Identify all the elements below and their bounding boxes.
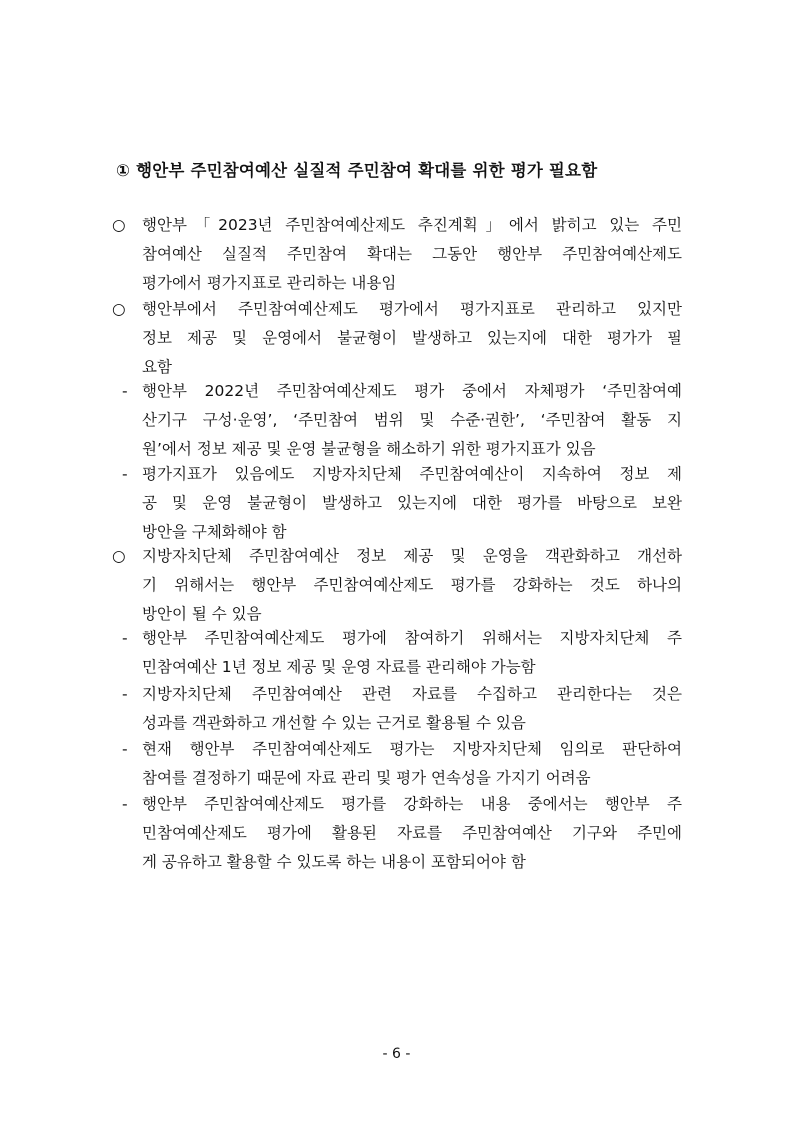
bullet-item: [112, 542, 682, 629]
dash-marker: -: [122, 795, 128, 813]
item-text: 현재 행안부 주민참여예산제도 평가는 지방자치단체 임의로 판단하여: [142, 740, 682, 758]
section-heading: ① 행안부 주민참여예산 실질적 주민참여 확대를 위한 평가 필요함: [116, 161, 598, 180]
sub-item: [112, 460, 682, 547]
item-text: 민참여예산제도 평가에 활용된 자료를 주민참여예산 기구와 주민에: [142, 824, 682, 842]
page-number: - 6 -: [382, 1046, 411, 1062]
sub-item: [112, 735, 682, 793]
item-text: 행안부 주민참여예산제도 평가를 강화하는 내용 중에서는 행안부 주: [142, 795, 682, 813]
item-text: 평가에서 평가지표로 관리하는 내용임: [142, 274, 397, 292]
sub-item: [112, 377, 682, 464]
item-text: 민참여예산 1년 정보 제공 및 운영 자료를 관리해야 가능함: [142, 658, 536, 676]
item-text: 요함: [142, 358, 172, 376]
item-text: 평가지표가 있음에도 지방자치단체 주민참여예산이 지속하여 정보 제: [142, 465, 682, 483]
item-text: 지방자치단체 주민참여예산 관련 자료를 수집하고 관리한다는 것은: [142, 685, 682, 703]
item-text: 방안이 될 수 있음: [142, 605, 262, 623]
item-text: 지방자치단체 주민참여예산 정보 제공 및 운영을 객관화하고 개선하: [142, 547, 682, 565]
item-text: 공 및 운영 불균형이 발생하고 있는지에 대한 평가를 바탕으로 보완: [142, 494, 682, 512]
bullet-item: [112, 295, 682, 382]
dash-marker: -: [122, 685, 128, 703]
item-text: 행안부 주민참여예산제도 평가에 참여하기 위해서는 지방자치단체 주: [142, 629, 682, 647]
circle-bullet-marker: ○: [112, 547, 126, 565]
dash-marker: -: [122, 740, 128, 758]
circle-bullet-marker: ○: [112, 216, 126, 234]
item-text: 성과를 객관화하고 개선할 수 있는 근거로 활용될 수 있음: [142, 714, 526, 732]
item-text: 참여예산 실질적 주민참여 확대는 그동안 행안부 주민참여예산제도: [142, 245, 682, 263]
item-text: 정보 제공 및 운영에서 불균형이 발생하고 있는지에 대한 평가가 필: [142, 329, 682, 347]
dash-marker: -: [122, 629, 128, 647]
item-text: 행안부「2023년 주민참여예산제도 추진계획」에서 밝히고 있는 주민: [142, 216, 682, 234]
item-text: 게 공유하고 활용할 수 있도록 하는 내용이 포함되어야 함: [142, 853, 526, 871]
sub-item: [112, 680, 682, 738]
item-text: 산기구 구성·운영’, ‘주민참여 범위 및 수준·권한’, ‘주민참여 활동 지: [142, 411, 682, 429]
item-text: 방안을 구체화해야 함: [142, 523, 287, 541]
item-text: 행안부에서 주민참여예산제도 평가에서 평가지표로 관리하고 있지만: [142, 300, 682, 318]
dash-marker: -: [122, 382, 128, 400]
item-text: 원’에서 정보 제공 및 운영 불균형을 해소하기 위한 평가지표가 있음: [142, 440, 596, 458]
item-text: 기 위해서는 행안부 주민참여예산제도 평가를 강화하는 것도 하나의: [142, 576, 682, 594]
bullet-item: [112, 211, 682, 298]
item-text: 참여를 결정하기 때문에 자료 관리 및 평가 연속성을 가지기 어려움: [142, 769, 591, 787]
dash-marker: -: [122, 465, 128, 483]
sub-item: [112, 624, 682, 682]
sub-item: [112, 790, 682, 877]
circle-bullet-marker: ○: [112, 300, 126, 318]
item-text: 행안부 2022년 주민참여예산제도 평가 중에서 자체평가 ‘주민참여예: [142, 382, 682, 400]
